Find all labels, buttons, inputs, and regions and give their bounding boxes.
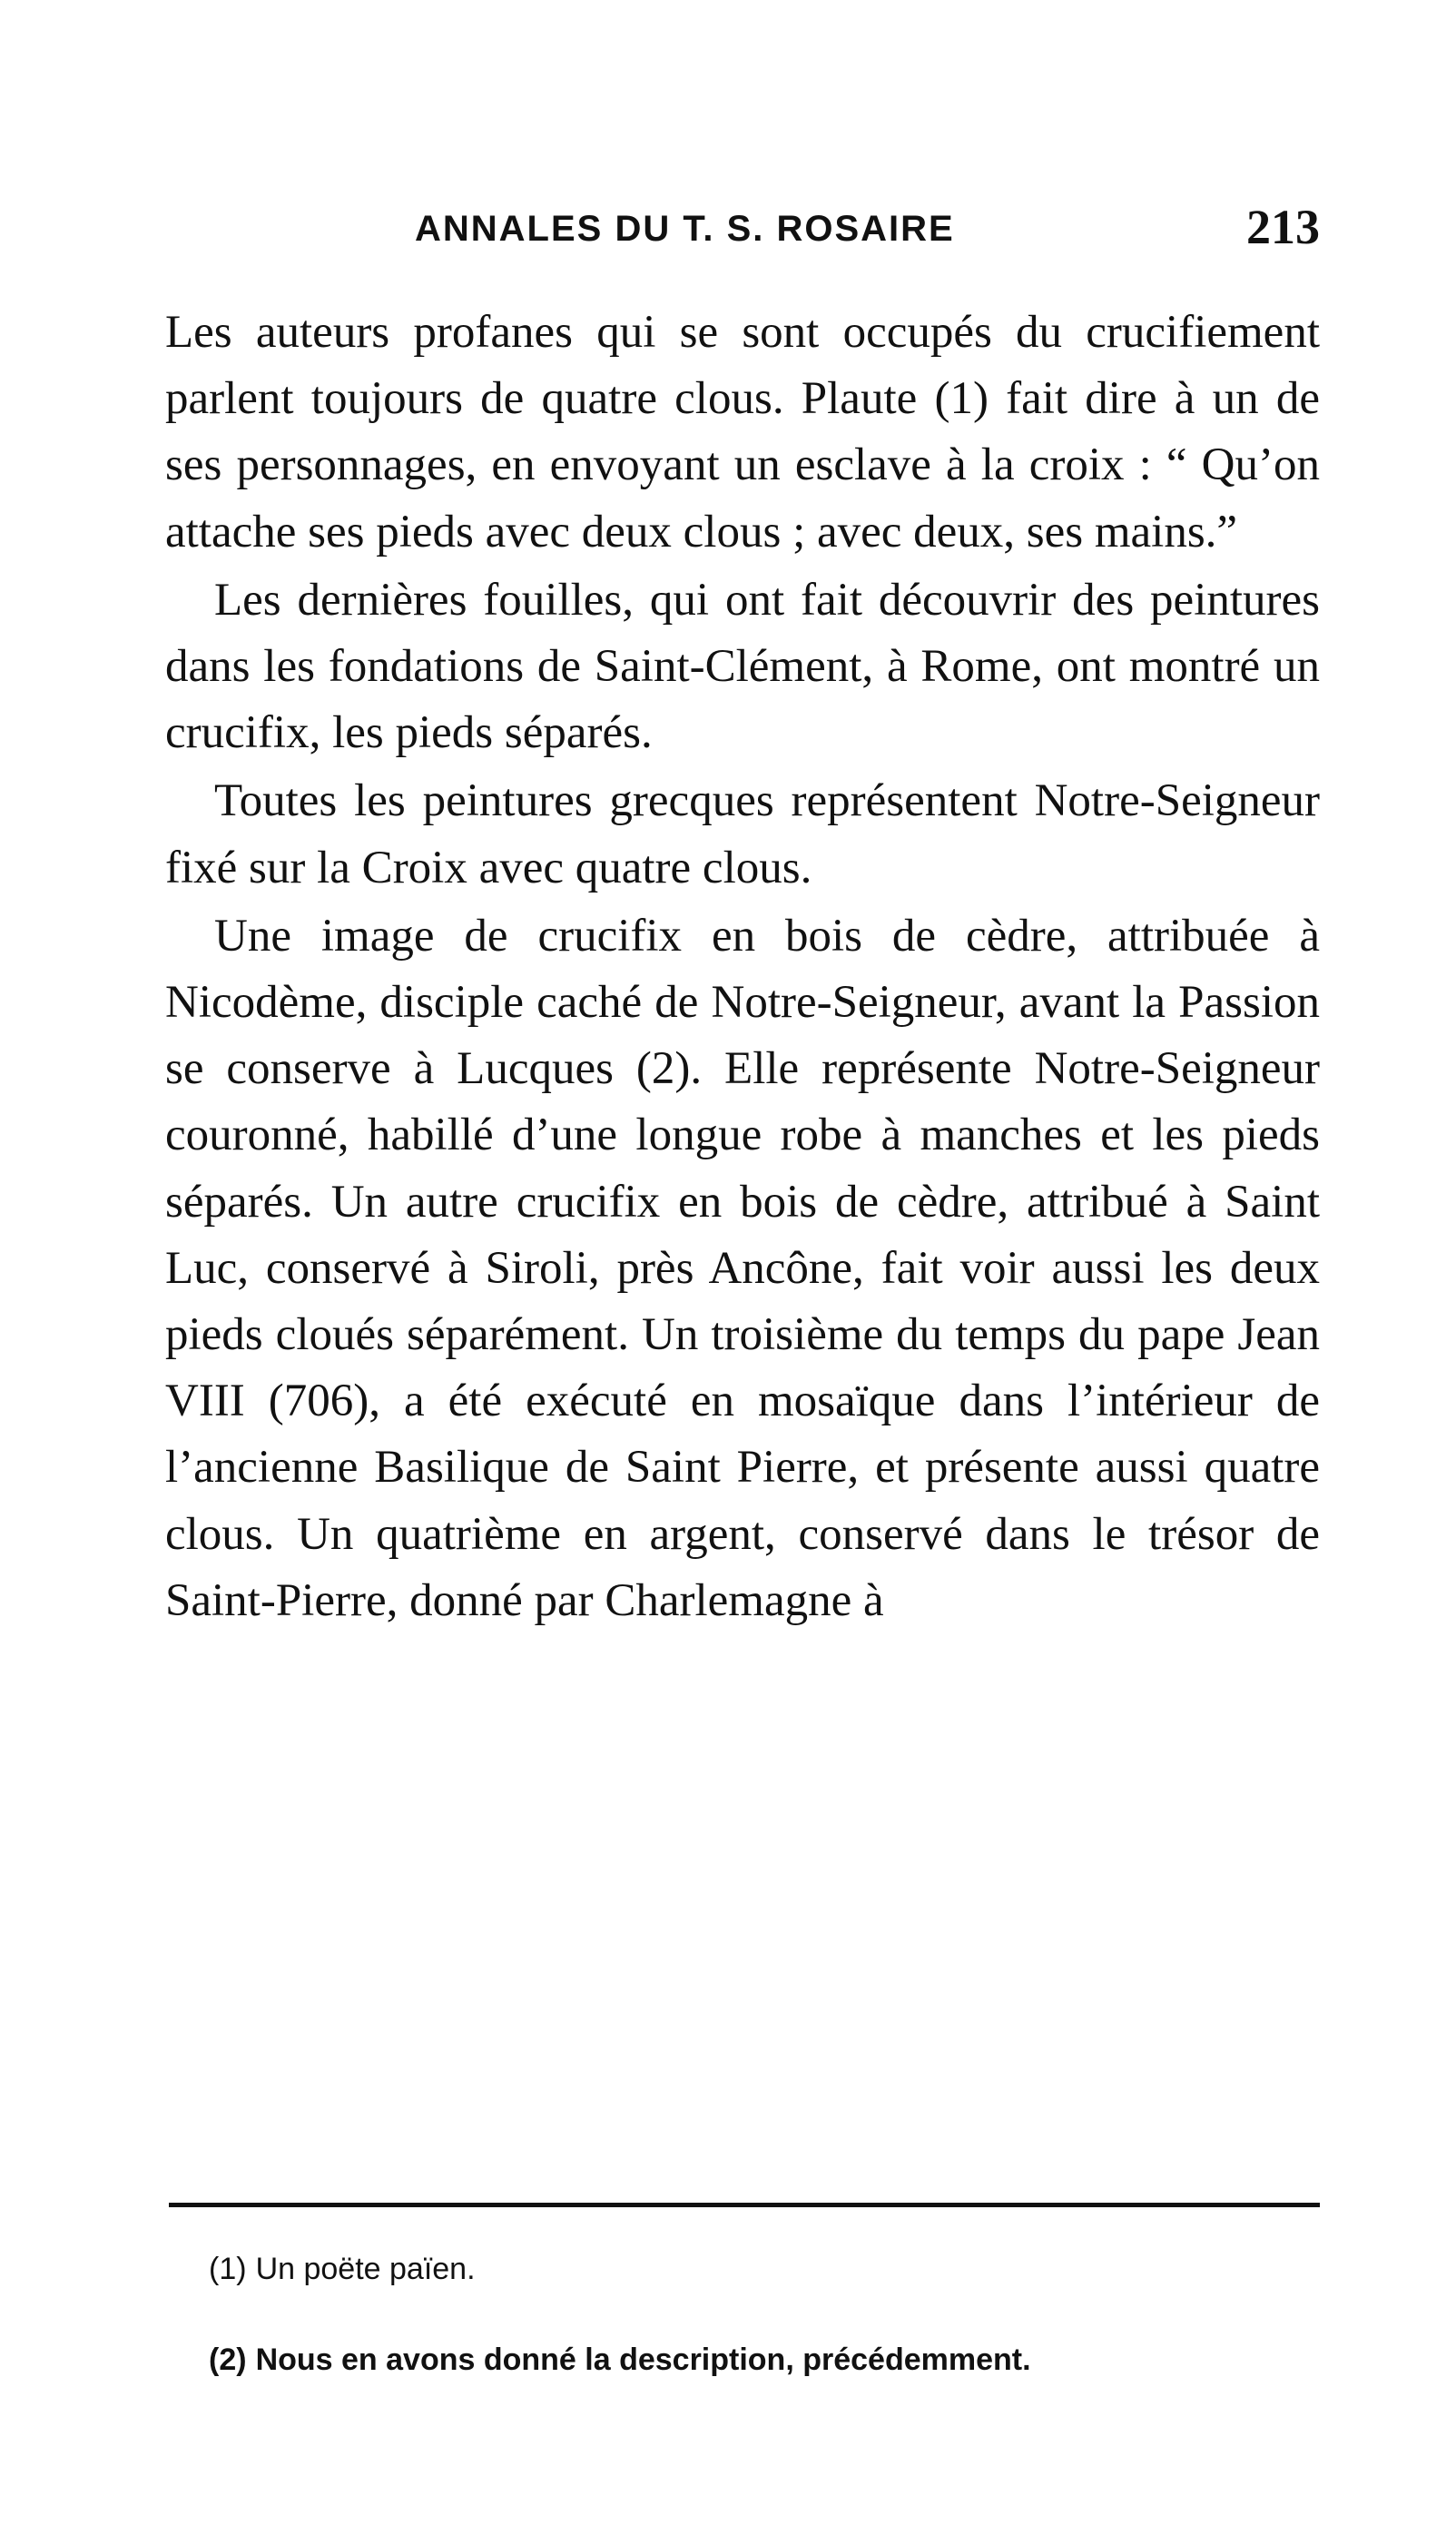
paragraph-crucifix-images: Une image de crucifix en bois de cèdre, attribuée à Nicodème, disciple caché de Notre-Seigneur, avant la Passion se conserve à Lucques (2). Elle représente Notre-Seigneur couronné, habillé d’une longue robe à manches et les pieds séparés. Un autre crucifix en bois de cèdre, attribué à Saint Luc, conservé à Siroli, près Ancône, fait voir aussi les deux pieds cloués séparément. Un troisième du temps du pape Jean VIII (706), a été exécuté en mosaïque dans l’intérieur de l’ancienne Basilique de Saint Pierre, et présente aussi quatre clous. Un quatrième en argent, conservé dans le trésor de Saint-Pierre, donné par Charlemagne à [165,910,1320,1626]
footnote [209,2248,476,2290]
paragraph-profane-authors: Les auteurs profanes qui se sont occupés du crucifiement parlent toujours de quatre clous. Plaute (1) fait dire à un de ses personnages, en envoyant un esclave à la croix : “ Qu’on attache ses pieds avec deux clous ; avec deux, ses mains.” [165,307,1320,557]
footnote [209,2339,1031,2381]
footnote-rule [169,2203,1320,2207]
paragraph-excavations: Les dernières fouilles, qui ont fait découvrir des peintures dans les fondations de Saint-Clément, à Rome, ont montré un crucifix, les pieds séparés. [165,574,1320,759]
paragraph-greek-paintings: Toutes les peintures grecques représentent Notre-Seigneur fixé sur la Croix avec quatre clous. [165,775,1320,893]
footnote-marker: (2) [209,2343,247,2377]
running-head [165,202,1320,265]
footnote-text: Un poëte païen. [255,2252,476,2286]
footnote-text: Nous en avons donné la description, précédemment. [255,2343,1031,2377]
body-text [165,300,1320,1636]
footnote-marker: (1) [209,2252,247,2286]
running-title: ANNALES DU T. S. ROSAIRE [415,209,955,249]
page-number: 213 [1246,200,1320,254]
